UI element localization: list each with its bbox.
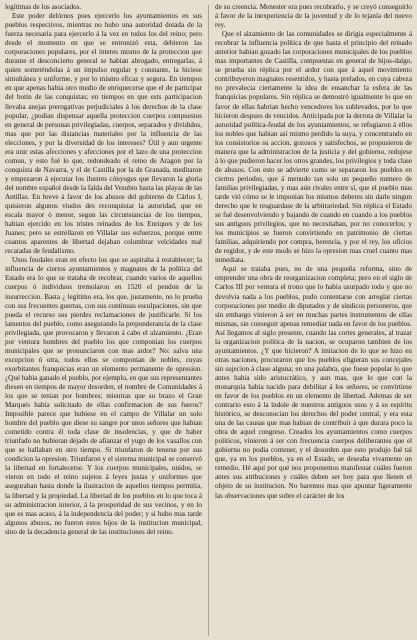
column-divider: [208, 5, 209, 636]
paragraph: Unos feudales eran en efecto los que se aspiraba á restablecer; la influencia de ciertos ayuntamientos y magnates de la política del Estado era lo que se trataba de recobrar, cuando varios de aquellos cuerpos ó individuos tremolaron en 1520 el pendon de la insurreccion. Basta ¿ legítimo era, los que, justamente, no lo prueba con sus frecuentes guerras, con sus contínuas esculpaciones, sin que pueda el recurso sus pierdes reclamaciones de justificarle. Si los lamentos del pueblo, como asegurando la preponderancia de la clase privilegiada, que provocaron y llevaron á cabo el alzamiento. ¿Eran por ventura hombres del pueblo los que componian los cuerpos municipales que se pronunciaron con mas ardor? No: salva una excepcion ú otra, todos ellos se componian de nobles, cuyas exorbitantes franquicias eran un elemento permanente de opresion. ¿Qué habia ganado el pueblo, por ejemplo, en que sus representantes diesen en tiempos de mayor desorden, el nombre de Comunidades á los que se tenian por hombres; mientras que su brazo el Gran Marqués habia solicitado de ellas confirmacion de sus fueros? Imposible parece que hubiese en el campo de Villalar un solo hombre del pueblo que diese su sangre por unos señores que habian cometido contra él toda clase de insolencias, y que de haber triunfado no hubieran dejado de afianzar el yugo de los vasallos con que se hallaban en otro tiempo. Si triunfaron de tenerse por sus condicion la opresion. Triunfaron y el sistema municipal se conservó la libertad en fortalecerse. Y los cuerpos municipales, unidos, se vieron en todo el reino sujetos á leyes justas y uniformes que aseguraban hasta donde la ilustracion de aquellos tiempos permitia, la libertad y la propiedad. La libertad de los pueblos en lo que toca á su administracion interior, á la prosperidad de sus vecinos, y en lo que es mas acaso, á la independencia del poder; y si hubo mas tarde algunos abusos, no fueron estos hijos de la institucion municipal, sino de la decadencia general de las instituciones del reino.: [5, 256, 202, 536]
paragraph: Que el alzamiento de las comunidades se dirigia especialmente á recobrar la influencia política de que hasta el principio del reinado anterior habian gozado las corporaciones municipales de los pueblos mas importantes de Castilla, compuestas en general de hijos-dalgo, se prueba sin réplica por el ardor con que á aquel movimiento contribuyeron magnates resentidos, y hasta prelados, en cuya cabeza no prevalecia ciertamente la idea de ensanchar la esfera de las franquicias populares. Sin réplica se demostró igualmente lo que en favor de ellas habrian hecho vencedores los sublevados, por lo que hicieron despues de vencidos. Anticipada por la derrota de Villalar la autoridad política-feudal de los ayuntamientos, se refugiaron á ellos los nobles que habian así mismo perdido la suya, y concentrando en los consistorios su accion, gozosos y satisfechos, se propusieron de manera que la administracion de la justicia y del gobierno, redujese á lo que pudieron hacer los otros grandes, los privilegios y toda clase de abusos. Con esto se advierte como se separaron los pueblos en ciertos periodos, que á menudo tan solo un pequeño numero de familias privilegiadas, y mas aún rivales entre sí, que el pueblo mas tarde vió cómo se le imponian los mismos deberes sin darle ningun derecho que le resguardase de la arbitrariedad. Sin réplica el Estado se fué desenvolviendo y bajando de cuando en cuando a los pueblos sus antiguos privilegios, que no necesitaban, por no conocerlos; y los municipios se fueron convirtiendo en patrimonio de ciertas familias, adquiriendo por compra, herencia, y por el rey, los oficios de regidor, y de este modo se hizo la opresion mas cruel cuanto mas inmediata.: [215, 30, 412, 265]
left-text-column: [5, 3, 202, 636]
paragraph: Aquí se trataba pues, no de una pequeña reforma, sino de emprender una obra de reorganizacion completa; pero en el siglo de Carlos III por ventura el trono que lo habia usurpado todo y que no devolvia nada a los pueblos, pudo contentarse con arreglar ciertas corporaciones por medio de diputados y de síndicos personeros, que sin embargo vinieron á ser en muchas partes instrumentos de ellas mismas, sin conseguir apenas remediar nada en favor de los pueblos. Así llegamos al siglo presente, cuando las cortes generales, al trazar la organizacion política de la nacion, se ocuparon tambien de los ayuntamientos. ¿Y que hicieron? A imitacion de lo que se hizo en otras naciones, procuraron que los pueblos eligieran sus concejales sin sujecion á clase alguna; en una palabra, que fuese popular lo que antes habia sido aristocrático, y aun mas, que lo que con la monarquía habia nacido para debilitar á los señores, se convirtiese en favor de los pueblos en un elemento de libertad. Ademas de ser contrario esto á la índole de nuestros antiguos usos y á su espíritu histórico, se desconocian los derechos del poder central, y era esta una de las causas que mas habian de contribuir á que durara poco la obra de aquel congreso. Creados los ayuntamientos como cuerpos políticos, vinieron á ser con frecuencia cuerpos deliberantes que el gobierno no podia contener, y el desorden que esto produjo fué tal que, ya en los pueblos, ya en el Estado, se deseaba vivamente un remedio. Hé aquí por qué nos proponemos manifestar cuáles fueron antes sus atribuciones y cuáles deben ser hoy para que llenen el objeto de su institucion. No haremos mas que apuntar ligeramente las observaciones que sobre el carácter de los: [215, 265, 412, 500]
paragraph: Este poder delórnos pues ejercerlo los ayuntamientos en sus pueblos respectivos, mientras no hubo una autoridad dotada de la fuerza necesaria para ejercerlo á la vez en todos los del reino; pero desde el momento en que se entronizó esta, debieron las corporaciones populares, por el interes mismo de la proteccion que durante el desconcierto general se habian abrogado, entregarlas, á quien someténdolas á un impulso regular y constante, la hiciese simultánea y uniforme, y por lo mismo eficaz y segura. En tiempos en que apenas habia otro medio de enriquecerse que el de participar del botin de las conquistas; en tiempos en que ests participacion llevaba anejas prerogativas perjudiciales á los derechos de la clase popular, ¿podian dispensar aquella proteccion cuerpos compuestos en general de personas privilegiadas, cuerpos, separados y divididos, mas que por las distancias materiales por la influencia de las elecciones, y por la diversidad de los intereses? Útil y aun urgente era unir estas afecciones y afecciones por el lazo de una proteccion comun, y esto fué lo que, redondeado el reino de Aragon por la conquista de Navarra, y el de Castilla por la de Granada, meditaron y empezaron á ejecutar los ilustres cónyuges que llevaron la gloria del nombre español desde la falda del Vesubio hasta las playas de las Antillas. En breve á favor de los abusos del gobierno de Cárlos I, quisieron algunos viudos des reconquistar la autoridad, que en escala mayor ó menor, segun las circunstancias de los tiempos, habian ejercido en los tristes reinados de los Enriques y de los Juanes; pero se estrellaron en Villalar sus esfuerzos, porque entre cuantos aparentes de libertad dejaban columbrar velcidades mal recatadas de feudalismo.: [5, 12, 202, 256]
paragraph: legítimas de los asociados.: [5, 3, 82, 11]
right-text-column: [215, 3, 412, 636]
paragraph: de su creencia. Menester era pues recobrarlo, y se creyó conseguirlo á favor de la inexperiencia de la juventud y de lo tejanía del nuevo rey.: [215, 3, 412, 30]
